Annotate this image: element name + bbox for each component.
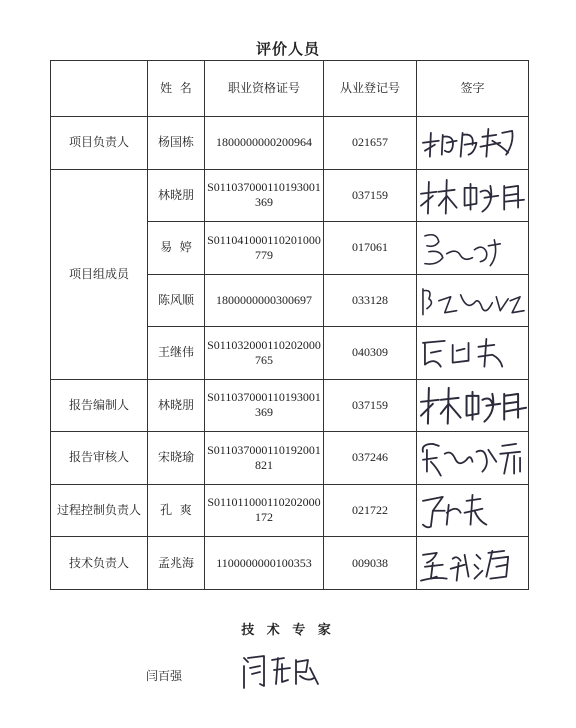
header-cert: 职业资格证号 — [205, 61, 324, 117]
signature-cell — [417, 274, 529, 327]
reg-cell: 033128 — [324, 274, 417, 327]
signature-lin-xiaopeng-2 — [417, 380, 528, 432]
name-cell: 孟兆海 — [148, 537, 205, 590]
signature-cell — [417, 327, 529, 380]
name-cell: 王继伟 — [148, 327, 205, 380]
signature-cell — [417, 117, 529, 170]
signature-lin-xiaopeng — [417, 170, 528, 222]
name-cell: 林晓朋 — [148, 169, 205, 222]
cert-cell: 1100000000100353 — [205, 537, 324, 590]
personnel-table — [50, 60, 529, 590]
reg-cell: 037159 — [324, 169, 417, 222]
cert-cell: 1800000000200964 — [205, 117, 324, 170]
signature-song-xiaoyu — [417, 432, 528, 484]
reg-cell: 037159 — [324, 379, 417, 432]
signature-kong-shuang — [417, 485, 528, 537]
signature-cell — [417, 379, 529, 432]
reg-cell: 017061 — [324, 222, 417, 275]
table-row — [51, 484, 529, 537]
table-row — [51, 379, 529, 432]
reg-cell: 037246 — [324, 432, 417, 485]
role-cell: 报告审核人 — [51, 432, 148, 485]
signature-yi-ting — [417, 222, 528, 274]
reg-cell: 009038 — [324, 537, 417, 590]
expert-section-title: 技 术 专 家 — [241, 623, 335, 638]
cert-cell: S011041000110201000779 — [205, 222, 324, 275]
signature-yang-guodong — [417, 117, 528, 169]
signature-cell — [417, 537, 529, 590]
table-row — [51, 537, 529, 590]
role-cell: 技术负责人 — [51, 537, 148, 590]
name-cell: 宋晓瑜 — [148, 432, 205, 485]
table-header-row — [51, 61, 529, 117]
table-row — [51, 169, 529, 222]
cert-cell: S011011000110202000172 — [205, 484, 324, 537]
table-row — [51, 117, 529, 170]
cert-cell: S011032000110202000765 — [205, 327, 324, 380]
header-role — [51, 61, 148, 117]
name-cell: 林晓朋 — [148, 379, 205, 432]
header-name: 姓 名 — [148, 61, 205, 117]
signature-cell — [417, 484, 529, 537]
header-reg: 从业登记号 — [324, 61, 417, 117]
reg-cell: 021657 — [324, 117, 417, 170]
reg-cell: 040309 — [324, 327, 417, 380]
signature-yan-baiqiang — [238, 648, 338, 692]
role-cell: 项目负责人 — [51, 117, 148, 170]
cert-cell: 1800000000300697 — [205, 274, 324, 327]
signature-cell — [417, 432, 529, 485]
reg-cell: 021722 — [324, 484, 417, 537]
name-cell: 陈风顺 — [148, 274, 205, 327]
cert-cell: S011037000110192001821 — [205, 432, 324, 485]
name-cell: 杨国栋 — [148, 117, 205, 170]
page-title: 评价人员 — [255, 40, 320, 58]
signature-meng-zhaohai — [417, 537, 528, 589]
signature-wang-jiwei — [417, 327, 528, 379]
signature-chen-fengshun — [417, 275, 528, 327]
role-cell: 过程控制负责人 — [51, 484, 148, 537]
role-cell: 项目组成员 — [51, 169, 148, 379]
cert-cell: S011037000110193001369 — [205, 169, 324, 222]
role-cell: 报告编制人 — [51, 379, 148, 432]
signature-cell — [417, 169, 529, 222]
name-cell: 易 婷 — [148, 222, 205, 275]
name-cell: 孔 爽 — [148, 484, 205, 537]
cert-cell: S011037000110193001369 — [205, 379, 324, 432]
header-sign: 签字 — [417, 61, 529, 117]
table-row — [51, 432, 529, 485]
signature-cell — [417, 222, 529, 275]
expert-name: 闫百强 — [146, 669, 183, 683]
